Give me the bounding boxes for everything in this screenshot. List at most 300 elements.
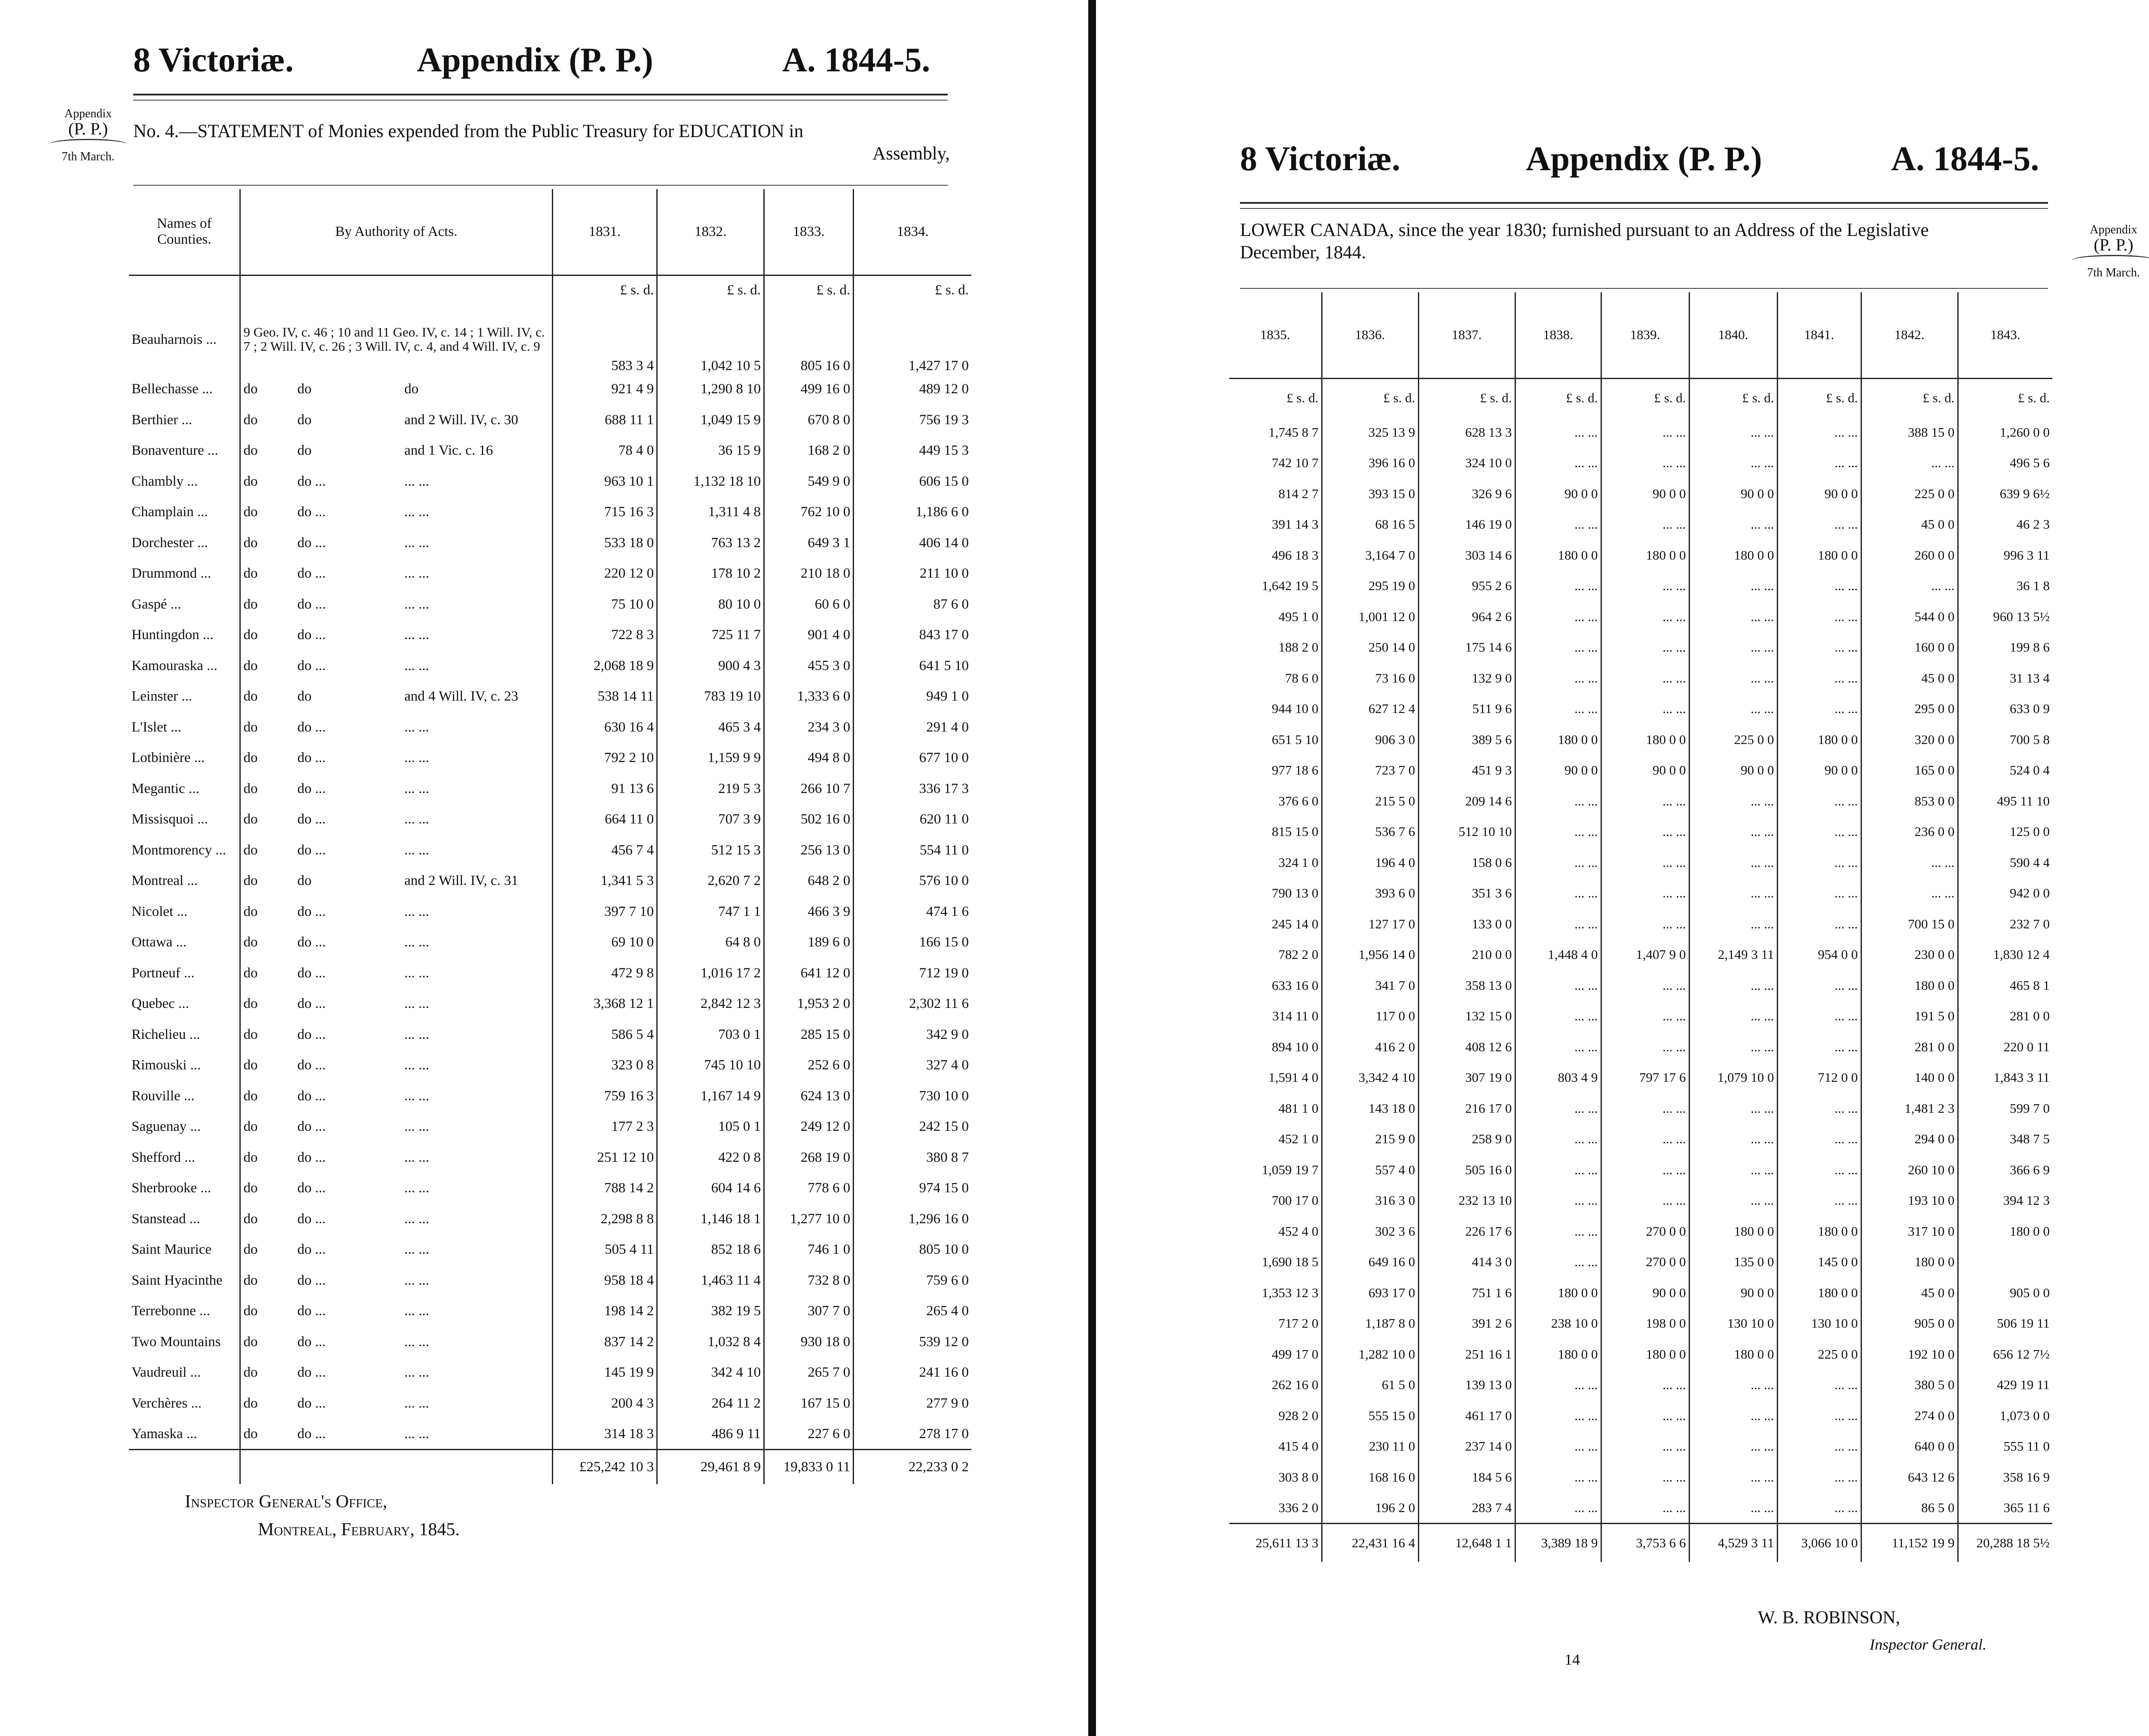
amount-cell: 281 0 0 bbox=[1958, 1001, 2052, 1032]
year-header: 1835. bbox=[1260, 327, 1290, 343]
authority-ditto-2: do ... bbox=[297, 996, 326, 1012]
amount-cell: 416 2 0 bbox=[1322, 1032, 1418, 1062]
amount-cell: ... ... bbox=[1777, 1154, 1861, 1185]
total-1831: £25,242 10 3 bbox=[552, 1450, 657, 1484]
amount-cell: 511 9 6 bbox=[1418, 694, 1515, 725]
county-name: Two Mountains bbox=[132, 1334, 221, 1350]
col-authority: By Authority of Acts. bbox=[240, 189, 552, 275]
authority-extra: ... ... bbox=[404, 596, 429, 612]
authority-ditto-2: do ... bbox=[297, 1180, 326, 1196]
currency-1834: £ s. d. bbox=[854, 275, 971, 305]
amount-cell: ... ... bbox=[1689, 417, 1777, 448]
county-name: Verchères ... bbox=[132, 1395, 202, 1411]
total-1832: 29,461 8 9 bbox=[657, 1450, 764, 1484]
amount-cell: 180 0 0 bbox=[1689, 1216, 1777, 1247]
amount-cell: 291 4 0 bbox=[854, 712, 971, 743]
amount-cell: 130 10 0 bbox=[1689, 1308, 1777, 1339]
amount-cell: 281 0 0 bbox=[1861, 1032, 1958, 1062]
amount-cell: 391 14 3 bbox=[1272, 517, 1319, 532]
authority-ditto-2: do bbox=[297, 689, 312, 704]
county-row bbox=[129, 1388, 971, 1419]
amount-cell: ... ... bbox=[1601, 632, 1689, 663]
amount-row bbox=[1229, 478, 2052, 509]
county-name: Stanstead ... bbox=[132, 1211, 200, 1227]
amount-cell: 797 17 6 bbox=[1601, 1062, 1689, 1093]
amount-cell: 1,146 18 1 bbox=[657, 1204, 764, 1235]
amount-cell: 302 3 6 bbox=[1322, 1216, 1418, 1247]
amount-cell: 180 0 0 bbox=[1515, 540, 1601, 571]
amount-cell: 1,953 2 0 bbox=[764, 989, 854, 1020]
amount-cell: 323 0 8 bbox=[552, 1050, 657, 1081]
authority-extra: ... ... bbox=[404, 1026, 429, 1042]
authority-extra: ... ... bbox=[404, 535, 429, 551]
amount-cell: 576 10 0 bbox=[854, 866, 971, 897]
currency-header: £ s. d. bbox=[1601, 378, 1689, 417]
amount-cell: 465 8 1 bbox=[1958, 970, 2052, 1001]
amount-cell: ... ... bbox=[1689, 1493, 1777, 1524]
year-header: 1841. bbox=[1777, 292, 1861, 378]
signature-title: Inspector General. bbox=[1870, 1636, 1987, 1653]
authority-ditto: do bbox=[240, 1020, 295, 1050]
county-name: Saguenay ... bbox=[132, 1119, 201, 1135]
authority-ditto: do bbox=[240, 1296, 295, 1327]
amount-cell: 365 11 6 bbox=[1958, 1493, 2052, 1524]
amount-cell: 974 15 0 bbox=[854, 1173, 971, 1204]
amount-row bbox=[1229, 417, 2052, 448]
authority-ditto: do bbox=[240, 1173, 295, 1204]
year-header: 1836. bbox=[1322, 292, 1418, 378]
authority-extra: ... ... bbox=[404, 842, 429, 858]
county-name: Rouville ... bbox=[132, 1088, 195, 1104]
amount-cell: ... ... bbox=[1777, 1001, 1861, 1032]
amount-cell: ... ... bbox=[1777, 663, 1861, 694]
amount-cell: 2,620 7 2 bbox=[657, 866, 764, 897]
authority-ditto: do bbox=[240, 958, 295, 989]
amount-cell: 1,353 12 3 bbox=[1261, 1285, 1319, 1300]
amount-cell: 533 18 0 bbox=[552, 528, 657, 559]
amount-cell: ... ... bbox=[1601, 786, 1689, 817]
amount-cell: 133 0 0 bbox=[1418, 909, 1515, 940]
amount-cell: 481 1 0 bbox=[1278, 1100, 1319, 1116]
amount-cell: 700 15 0 bbox=[1861, 909, 1958, 940]
amount-cell: 1,690 18 5 bbox=[1261, 1254, 1319, 1270]
amount-cell: 90 0 0 bbox=[1515, 478, 1601, 509]
authority-ditto: do bbox=[240, 804, 295, 835]
authority-ditto-2: do bbox=[297, 412, 312, 428]
amount-cell: 620 11 0 bbox=[854, 804, 971, 835]
amount-row bbox=[1229, 940, 2052, 971]
county-row bbox=[129, 804, 971, 835]
amount-cell: 198 0 0 bbox=[1601, 1308, 1689, 1339]
amount-cell: 452 4 0 bbox=[1278, 1223, 1319, 1239]
amount-cell: 45 0 0 bbox=[1861, 509, 1958, 540]
amount-row bbox=[1229, 817, 2052, 848]
amount-cell: ... ... bbox=[1689, 817, 1777, 848]
authority-extra: ... ... bbox=[404, 1365, 429, 1381]
amount-cell: 366 6 9 bbox=[1958, 1154, 2052, 1185]
amount-cell: 496 18 3 bbox=[1272, 547, 1319, 563]
amount-row bbox=[1229, 1216, 2052, 1247]
amount-cell: 1,132 18 10 bbox=[657, 466, 764, 497]
amount-cell: 90 0 0 bbox=[1601, 1277, 1689, 1308]
amount-cell: ... ... bbox=[1515, 601, 1601, 632]
amount-cell: 61 5 0 bbox=[1322, 1370, 1418, 1401]
amount-cell: 209 14 6 bbox=[1418, 786, 1515, 817]
amount-cell: 382 19 5 bbox=[657, 1296, 764, 1327]
amount-cell: ... ... bbox=[1689, 1462, 1777, 1493]
amount-cell: 1,481 2 3 bbox=[1861, 1093, 1958, 1124]
amount-cell: ... ... bbox=[1515, 663, 1601, 694]
authority-extra: ... ... bbox=[404, 996, 429, 1012]
amount-cell: 236 0 0 bbox=[1861, 817, 1958, 848]
county-name: Saint Hyacinthe bbox=[132, 1272, 223, 1288]
amount-cell: 707 3 9 bbox=[657, 804, 764, 835]
county-name: Montmorency ... bbox=[132, 842, 226, 858]
amount-cell: 184 5 6 bbox=[1418, 1462, 1515, 1493]
amount-cell: 225 0 0 bbox=[1861, 478, 1958, 509]
amount-cell: ... ... bbox=[1515, 1247, 1601, 1278]
amount-cell: 524 0 4 bbox=[1958, 755, 2052, 786]
amount-row bbox=[1229, 1124, 2052, 1155]
amount-cell: 955 2 6 bbox=[1418, 571, 1515, 602]
amount-cell: 1,830 12 4 bbox=[1958, 940, 2052, 971]
amount-row bbox=[1229, 1370, 2052, 1401]
r-margin-note bbox=[2067, 224, 2149, 279]
r-margin-brace bbox=[2072, 255, 2149, 266]
authority-ditto: do bbox=[240, 1327, 295, 1358]
amount-cell: ... ... bbox=[1515, 817, 1601, 848]
r-statement-title-line2: December, 1844. bbox=[1240, 242, 1366, 263]
amount-cell: 105 0 1 bbox=[657, 1111, 764, 1142]
county-row bbox=[129, 466, 971, 497]
amount-cell: 746 1 0 bbox=[764, 1234, 854, 1265]
county-name: Kamouraska ... bbox=[132, 658, 217, 674]
county-row bbox=[129, 1173, 971, 1204]
amount-cell: 3,164 7 0 bbox=[1322, 540, 1418, 571]
amount-cell: 495 1 0 bbox=[1278, 609, 1319, 624]
r-header-rule-thin bbox=[1240, 208, 2048, 209]
amount-cell: 759 16 3 bbox=[552, 1081, 657, 1112]
amount-row bbox=[1229, 1308, 2052, 1339]
authority-ditto-2: do ... bbox=[297, 1365, 326, 1381]
amount-cell: ... ... bbox=[1777, 601, 1861, 632]
authority-ditto-2: do bbox=[297, 443, 312, 459]
authority-extra: ... ... bbox=[404, 1303, 429, 1319]
amount-cell: ... ... bbox=[1601, 571, 1689, 602]
authority-ditto-2: do ... bbox=[297, 1242, 326, 1258]
amount-cell: 717 2 0 bbox=[1278, 1316, 1319, 1331]
amount-cell: ... ... bbox=[1689, 1154, 1777, 1185]
amount-cell: 1,016 17 2 bbox=[657, 958, 764, 989]
amount-row bbox=[1229, 1493, 2052, 1524]
amount-cell: 175 14 6 bbox=[1418, 632, 1515, 663]
currency-header: £ s. d. bbox=[1689, 378, 1777, 417]
amount-cell: 324 1 0 bbox=[1278, 854, 1319, 870]
currency-header: £ s. d. bbox=[1229, 378, 1322, 417]
amount-cell: 60 6 0 bbox=[764, 589, 854, 620]
amount-cell: ... ... bbox=[1515, 1093, 1601, 1124]
authority-extra: ... ... bbox=[404, 473, 429, 489]
amount-cell: 814 2 7 bbox=[1278, 486, 1319, 501]
amount-cell: 788 14 2 bbox=[552, 1173, 657, 1204]
amount-cell: 406 14 0 bbox=[854, 528, 971, 559]
col-1831: 1831. bbox=[552, 189, 657, 275]
amount-cell: 996 3 11 bbox=[1958, 540, 2052, 571]
amount-cell: 90 0 0 bbox=[1689, 755, 1777, 786]
authority-ditto-2: do ... bbox=[297, 1088, 326, 1104]
amount-cell: 210 18 0 bbox=[764, 558, 854, 589]
amount-cell: 451 9 3 bbox=[1418, 755, 1515, 786]
amount-cell: 336 2 0 bbox=[1278, 1500, 1319, 1515]
amount-cell: 87 6 0 bbox=[854, 589, 971, 620]
amount-cell: 177 2 3 bbox=[552, 1111, 657, 1142]
amount-cell: 388 15 0 bbox=[1861, 417, 1958, 448]
county-name: Dorchester ... bbox=[132, 535, 208, 551]
authority-ditto: do bbox=[240, 1111, 295, 1142]
authority-extra: ... ... bbox=[404, 1426, 429, 1442]
amount-cell: ... ... bbox=[1515, 786, 1601, 817]
amount-cell: ... ... bbox=[1689, 1093, 1777, 1124]
amount-row bbox=[1229, 1247, 2052, 1278]
authority-extra: ... ... bbox=[404, 1242, 429, 1258]
amount-cell: ... ... bbox=[1689, 571, 1777, 602]
amount-cell: 130 10 0 bbox=[1777, 1308, 1861, 1339]
amount-cell: 1,187 8 0 bbox=[1322, 1308, 1418, 1339]
authority-ditto-2: do bbox=[297, 381, 312, 397]
amount-cell: 633 0 9 bbox=[1958, 694, 2052, 725]
amount-cell: 486 9 11 bbox=[657, 1419, 764, 1450]
authority-extra: and 2 Will. IV, c. 30 bbox=[404, 412, 518, 428]
authority-ditto-2: do ... bbox=[297, 1395, 326, 1411]
amount-cell: 90 0 0 bbox=[1601, 478, 1689, 509]
authority-ditto: do bbox=[240, 435, 295, 466]
county-name: Montreal ... bbox=[132, 873, 198, 889]
amount-cell: ... ... bbox=[1601, 970, 1689, 1001]
amount-cell: 422 0 8 bbox=[657, 1142, 764, 1173]
authority-extra: ... ... bbox=[404, 1211, 429, 1227]
amount-cell: 958 18 4 bbox=[552, 1265, 657, 1296]
authority-extra: ... ... bbox=[404, 719, 429, 735]
amount-cell: ... ... bbox=[1601, 878, 1689, 909]
total-cell: 3,389 18 9 bbox=[1515, 1523, 1601, 1562]
amount-cell: ... ... bbox=[1515, 970, 1601, 1001]
amount-row bbox=[1229, 847, 2052, 878]
amount-row bbox=[1229, 1339, 2052, 1370]
amount-cell: 1,311 4 8 bbox=[657, 497, 764, 528]
amount-cell: 68 16 5 bbox=[1322, 509, 1418, 540]
total-cell: 4,529 3 11 bbox=[1689, 1523, 1777, 1562]
county-row bbox=[129, 1050, 971, 1081]
amount-cell: 606 15 0 bbox=[854, 466, 971, 497]
county-name: Chambly ... bbox=[132, 473, 198, 489]
amount-cell: 303 14 6 bbox=[1418, 540, 1515, 571]
authority-extra: and 4 Will. IV, c. 23 bbox=[404, 689, 518, 704]
amount-cell: 1,333 6 0 bbox=[764, 681, 854, 712]
authority-ditto-2: do ... bbox=[297, 842, 326, 858]
amount-cell: ... ... bbox=[1515, 878, 1601, 909]
authority-ditto-2: do ... bbox=[297, 811, 326, 827]
amount-cell: 210 0 0 bbox=[1418, 940, 1515, 971]
county-name: Bonaventure ... bbox=[132, 443, 218, 459]
amount-cell: 211 10 0 bbox=[854, 558, 971, 589]
year-header: 1840. bbox=[1689, 292, 1777, 378]
amount-cell: 180 0 0 bbox=[1777, 1216, 1861, 1247]
amount-cell: 389 5 6 bbox=[1418, 724, 1515, 755]
statement-title-line2: Assembly, bbox=[872, 143, 950, 164]
authority-ditto: do bbox=[240, 1142, 295, 1173]
margin-note bbox=[45, 107, 131, 163]
amount-cell: 512 10 10 bbox=[1418, 817, 1515, 848]
authority-extra: ... ... bbox=[404, 1272, 429, 1288]
amount-cell: 1,956 14 0 bbox=[1322, 940, 1418, 971]
amount-cell: 180 0 0 bbox=[1689, 540, 1777, 571]
amount-cell: 132 9 0 bbox=[1418, 663, 1515, 694]
authority-ditto: do bbox=[240, 528, 295, 559]
authority-ditto-2: do bbox=[297, 873, 312, 889]
r-statement-title-line1: LOWER CANADA, since the year 1830; furnished pursuant to an Address of the Legislative bbox=[1240, 220, 1929, 240]
amount-cell: ... ... bbox=[1601, 1001, 1689, 1032]
amount-cell: 586 5 4 bbox=[552, 1020, 657, 1050]
amount-cell: 200 4 3 bbox=[552, 1388, 657, 1419]
amount-cell: 294 0 0 bbox=[1861, 1124, 1958, 1155]
left-table bbox=[129, 189, 971, 1484]
col-names: Names of Counties. bbox=[157, 216, 212, 248]
authority-ditto: do bbox=[240, 1357, 295, 1388]
amount-cell: 639 9 6½ bbox=[1958, 478, 2052, 509]
total-cell: 20,288 18 5½ bbox=[1958, 1523, 2052, 1562]
authority-ditto-2: do ... bbox=[297, 1426, 326, 1442]
amount-cell: 782 2 0 bbox=[1278, 947, 1319, 962]
amount-cell: ... ... bbox=[1861, 448, 1958, 479]
authority-ditto-2: do ... bbox=[297, 965, 326, 981]
county-row bbox=[129, 528, 971, 559]
amount-cell: 790 13 0 bbox=[1272, 885, 1319, 901]
amount-cell: ... ... bbox=[1777, 1093, 1861, 1124]
amount-cell: ... ... bbox=[1515, 1370, 1601, 1401]
amount-cell bbox=[1958, 1247, 2052, 1278]
amount-cell: 180 0 0 bbox=[1601, 724, 1689, 755]
authority-extra: ... ... bbox=[404, 903, 429, 919]
amount-cell: ... ... bbox=[1601, 663, 1689, 694]
amount-cell: 314 11 0 bbox=[1272, 1008, 1319, 1024]
amount-cell: 117 0 0 bbox=[1322, 1001, 1418, 1032]
amount-cell: 394 12 3 bbox=[1958, 1185, 2052, 1216]
amount-cell: 495 11 10 bbox=[1958, 786, 2052, 817]
authority-ditto: do bbox=[240, 866, 295, 897]
amount-cell: ... ... bbox=[1777, 1124, 1861, 1155]
county-row bbox=[129, 1020, 971, 1050]
amount-cell: 295 0 0 bbox=[1861, 694, 1958, 725]
county-row bbox=[129, 497, 971, 528]
county-name: Missisquoi ... bbox=[132, 811, 208, 827]
authority-extra: ... ... bbox=[404, 1088, 429, 1104]
authority-extra: ... ... bbox=[404, 811, 429, 827]
amount-cell: 583 3 4 bbox=[552, 305, 657, 374]
amount-cell: 633 16 0 bbox=[1272, 977, 1319, 993]
authority-ditto: do bbox=[240, 620, 295, 651]
amount-cell: 230 0 0 bbox=[1861, 940, 1958, 971]
authority-ditto: do bbox=[240, 1204, 295, 1235]
amount-cell: 250 14 0 bbox=[1322, 632, 1418, 663]
amount-cell: ... ... bbox=[1777, 817, 1861, 848]
amount-cell: ... ... bbox=[1601, 1431, 1689, 1462]
amount-cell: ... ... bbox=[1777, 1431, 1861, 1462]
authority-ditto: do bbox=[240, 651, 295, 682]
amount-cell: 1,448 4 0 bbox=[1515, 940, 1601, 971]
amount-cell: ... ... bbox=[1777, 878, 1861, 909]
amount-cell: 227 6 0 bbox=[764, 1419, 854, 1450]
total-cell: 3,753 6 6 bbox=[1601, 1523, 1689, 1562]
amount-cell: ... ... bbox=[1601, 1493, 1689, 1524]
county-row bbox=[129, 1265, 971, 1296]
amount-cell: 220 12 0 bbox=[552, 558, 657, 589]
county-row bbox=[129, 305, 971, 374]
amount-cell: 216 17 0 bbox=[1418, 1093, 1515, 1124]
amount-cell: 268 19 0 bbox=[764, 1142, 854, 1173]
amount-cell: 249 12 0 bbox=[764, 1111, 854, 1142]
authority-extra: and 2 Will. IV, c. 31 bbox=[404, 873, 518, 889]
amount-cell: 452 1 0 bbox=[1278, 1131, 1319, 1147]
amount-cell: 303 8 0 bbox=[1278, 1469, 1319, 1485]
amount-cell: 963 10 1 bbox=[552, 466, 657, 497]
amount-cell: 178 10 2 bbox=[657, 558, 764, 589]
amount-cell: 80 10 0 bbox=[657, 589, 764, 620]
amount-cell: 336 17 3 bbox=[854, 774, 971, 805]
amount-cell: 316 3 0 bbox=[1322, 1185, 1418, 1216]
amount-cell: 745 10 10 bbox=[657, 1050, 764, 1081]
amount-cell: 192 10 0 bbox=[1861, 1339, 1958, 1370]
amount-row bbox=[1229, 786, 2052, 817]
amount-cell: 69 10 0 bbox=[552, 927, 657, 958]
amount-cell: ... ... bbox=[1777, 970, 1861, 1001]
amount-cell: 700 17 0 bbox=[1272, 1193, 1319, 1208]
county-row bbox=[129, 1327, 971, 1358]
amount-cell: 803 4 9 bbox=[1515, 1062, 1601, 1093]
currency-header: £ s. d. bbox=[1958, 378, 2052, 417]
county-row bbox=[129, 651, 971, 682]
currency-header: £ s. d. bbox=[1322, 378, 1418, 417]
amount-cell: 36 15 9 bbox=[657, 435, 764, 466]
footer-office: Inspector General's Office, bbox=[185, 1492, 387, 1512]
amount-cell: ... ... bbox=[1689, 1001, 1777, 1032]
amount-cell: 358 13 0 bbox=[1418, 970, 1515, 1001]
amount-cell: ... ... bbox=[1777, 847, 1861, 878]
amount-row bbox=[1229, 1431, 2052, 1462]
amount-cell: 199 8 6 bbox=[1958, 632, 2052, 663]
amount-cell: 251 12 10 bbox=[552, 1142, 657, 1173]
year-header: 1839. bbox=[1601, 292, 1689, 378]
authority-extra: ... ... bbox=[404, 1180, 429, 1196]
amount-cell: 397 7 10 bbox=[552, 897, 657, 928]
amount-cell: 376 6 0 bbox=[1278, 793, 1319, 808]
amount-cell: 742 10 7 bbox=[1272, 455, 1319, 471]
amount-cell: ... ... bbox=[1515, 1124, 1601, 1155]
amount-cell: 225 0 0 bbox=[1689, 724, 1777, 755]
col-1834: 1834. bbox=[854, 189, 971, 275]
amount-cell: ... ... bbox=[1515, 448, 1601, 479]
amount-cell: ... ... bbox=[1601, 1154, 1689, 1185]
amount-cell: ... ... bbox=[1777, 909, 1861, 940]
amount-cell: 283 7 4 bbox=[1418, 1493, 1515, 1524]
amount-cell: 472 9 8 bbox=[552, 958, 657, 989]
year-header: 1837. bbox=[1418, 292, 1515, 378]
amount-cell: ... ... bbox=[1515, 1462, 1601, 1493]
amount-cell: 307 7 0 bbox=[764, 1296, 854, 1327]
total-cell: 11,152 19 9 bbox=[1861, 1523, 1958, 1562]
amount-cell: 393 6 0 bbox=[1322, 878, 1418, 909]
authority-extra: ... ... bbox=[404, 566, 429, 582]
r-margin-pp: (P. P.) bbox=[2094, 235, 2134, 255]
